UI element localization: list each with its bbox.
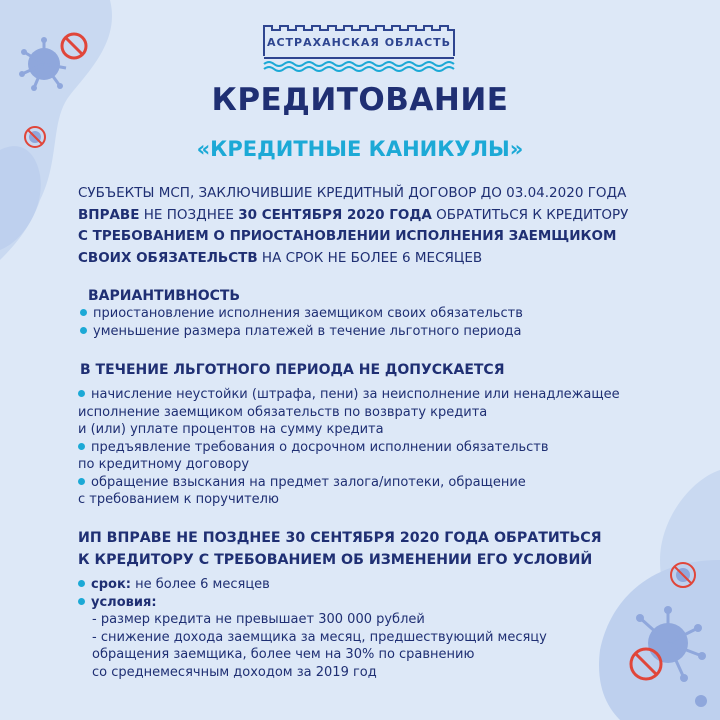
- list-item: [78, 474, 620, 492]
- ip-heading-line-2: К КРЕДИТОРУ С ТРЕБОВАНИЕМ ОБ ИЗМЕНЕНИИ ЕГО УСЛОВИЙ: [78, 552, 593, 568]
- term-value: не более 6 месяцев: [130, 577, 270, 592]
- intro-line-3: [78, 226, 698, 248]
- list-item-text: обращение взыскания на предмет залога/ипотеки, обращение: [91, 474, 526, 490]
- tiny-virus-icon: [690, 690, 712, 712]
- conditions-item: [78, 594, 547, 612]
- bullet-icon: [78, 598, 85, 605]
- condition-line: - размер кредита не превышает 300 000 рублей: [92, 612, 425, 627]
- condition-line: обращения заемщика, более чем на 30% по сравнению: [92, 647, 475, 662]
- page-subtitle: «КРЕДИТНЫЕ КАНИКУЛЫ»: [196, 137, 524, 161]
- intro-end: ОБРАТИТЬСЯ К КРЕДИТОРУ: [431, 206, 629, 223]
- region-logo: [262, 22, 456, 74]
- term-label: срок:: [91, 577, 131, 592]
- bullet-icon: [78, 478, 85, 485]
- intro-bold-obligations: СВОИХ ОБЯЗАТЕЛЬСТВ: [78, 249, 258, 266]
- list-item-text: приостановление исполнения заемщиком своих обязательств: [93, 306, 523, 321]
- intro-bold-requirement: С ТРЕБОВАНИЕМ О ПРИОСТАНОВЛЕНИИ ИСПОЛНЕНИЯ ЗАЕМЩИКОМ: [78, 228, 617, 244]
- list-item-cont: с требованием к поручителю: [78, 492, 279, 507]
- intro-line-1: СУБЪЕКТЫ МСП, ЗАКЛЮЧИВШИЕ КРЕДИТНЫЙ ДОГОВОР ДО 03.04.2020 ГОДА: [78, 185, 627, 201]
- ip-heading: [78, 527, 678, 571]
- bullet-icon: [80, 327, 87, 334]
- list-item: [78, 439, 620, 457]
- list-item: [80, 305, 523, 323]
- list-item-cont: исполнение заемщиком обязательств по возврату кредита: [78, 404, 488, 420]
- term-item: [78, 576, 547, 594]
- intro-mid: НЕ ПОЗДНЕЕ: [139, 206, 239, 223]
- list-item: [80, 323, 523, 341]
- ip-terms: [78, 576, 547, 681]
- intro-bold-vprave: ВПРАВЕ: [78, 206, 140, 223]
- intro-bold-date: 30 СЕНТЯБРЯ 2020 ГОДА: [238, 206, 432, 223]
- virus-no-sign-icon-bottom: [618, 598, 708, 688]
- list-item-text: начисление неустойки (штрафа, пени) за неисполнение или ненадлежащее: [91, 387, 620, 402]
- prohibited-heading: В ТЕЧЕНИЕ ЛЬГОТНОГО ПЕРИОДА НЕ ДОПУСКАЕТСЯ: [80, 362, 505, 378]
- bullet-icon: [78, 580, 85, 587]
- list-item: [78, 386, 620, 404]
- list-item-text: уменьшение размера платежей в течение льготного периода: [93, 323, 522, 339]
- prohibited-list: [78, 386, 620, 509]
- condition-line: - снижение дохода заемщика за месяц, предшествующий месяцу: [92, 629, 547, 645]
- list-item-text: предъявление требования о досрочном исполнении обязательств: [91, 439, 549, 455]
- variants-heading: ВАРИАНТИВНОСТЬ: [88, 288, 241, 304]
- intro-line-4: [78, 248, 698, 270]
- list-item-cont: по кредитному договору: [78, 457, 250, 472]
- list-item-cont: и (или) уплате процентов на сумму кредита: [78, 422, 384, 437]
- condition-line: со среднемесячным доходом за 2019 год: [92, 664, 377, 680]
- conditions-label: условия:: [91, 594, 157, 610]
- intro-line-2: [78, 205, 698, 227]
- page-title: КРЕДИТОВАНИЕ: [211, 82, 509, 118]
- bullet-icon: [80, 309, 87, 316]
- intro-text: [78, 183, 698, 269]
- intro-term: НА СРОК НЕ БОЛЕЕ 6 МЕСЯЦЕВ: [257, 249, 483, 266]
- ip-heading-line-1: ИП ВПРАВЕ НЕ ПОЗДНЕЕ 30 СЕНТЯБРЯ 2020 ГОДА ОБРАТИТЬСЯ: [78, 530, 602, 546]
- bullet-icon: [78, 443, 85, 450]
- variants-list: [80, 305, 523, 340]
- bullet-icon: [78, 390, 85, 397]
- logo-text: АСТРАХАНСКАЯ ОБЛАСТЬ: [266, 36, 452, 49]
